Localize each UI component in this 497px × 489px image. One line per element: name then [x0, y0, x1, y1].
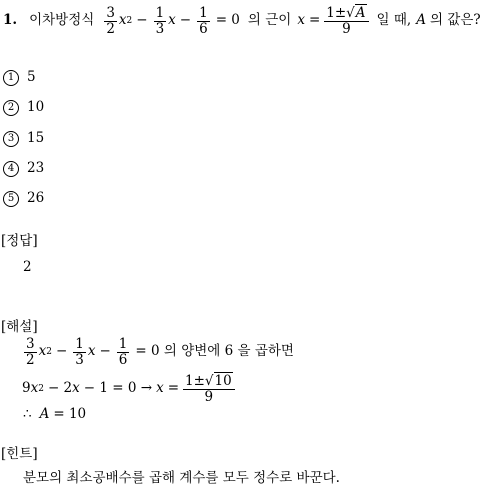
option-mark: 1: [3, 70, 19, 86]
coef-c-fraction: $\frac{1}{6}$: [199, 4, 208, 37]
solution-line-1: $\frac{3}{2}$ x 2 − $\frac{1}{3}$ x − $\frac{1}{6}$ = 0 의 양변에 6 을 곱하면: [26, 335, 294, 368]
option-text: 26: [27, 190, 45, 207]
option-mark: 4: [3, 161, 19, 177]
question-prefix: 이차방정식: [29, 12, 95, 29]
coef-a-fraction: $\frac{3}{2}$: [106, 4, 115, 37]
question-number: 1.: [3, 12, 18, 29]
option-3[interactable]: [3, 131, 44, 147]
coef-b-fraction: $\frac{1}{3}$: [155, 4, 165, 37]
option-text: 5: [27, 69, 36, 86]
hint-header: [힌트]: [1, 446, 38, 462]
option-mark: 3: [3, 131, 19, 147]
option-1[interactable]: [3, 70, 36, 86]
option-4[interactable]: [3, 161, 44, 177]
option-5[interactable]: [3, 191, 44, 207]
solution-line-3: ∴ A = 10: [23, 406, 87, 422]
root-fraction: $\frac{1\pm√A}{9}$: [324, 6, 368, 37]
option-text: 23: [27, 160, 45, 177]
answer-value: 2: [23, 259, 32, 275]
solution-header: [해설]: [1, 319, 38, 335]
solution-line-2: 9 x 2 − 2 x − 1 = 0 → x = $\frac{1\pm√10}{9}$: [22, 372, 237, 406]
answer-header: [정답]: [1, 233, 38, 249]
option-mark: 5: [3, 191, 19, 207]
option-2[interactable]: [3, 100, 44, 116]
question-line: 1. 이차방정식 $\frac{3}{2}$ x 2 − $\frac{1}{3}$ x − $\frac{1}{6}$ = 0 의 근이 x = $\frac{1\pm√A}{9}$ 일 때, A 의 값은?: [3, 4, 481, 37]
option-text: 15: [27, 130, 45, 147]
option-mark: 2: [3, 100, 19, 116]
option-text: 10: [27, 99, 45, 116]
hint-text: 분모의 최소공배수를 곱해 계수를 모두 정수로 바꾼다.: [23, 470, 340, 486]
